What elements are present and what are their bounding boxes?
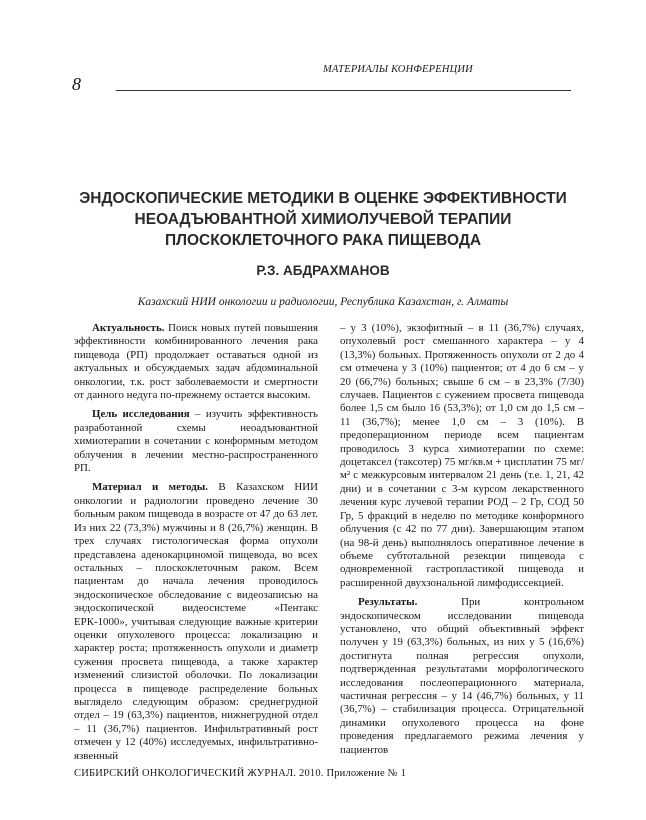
author-affiliation: Казахский НИИ онкологии и радиологии, Республика Казахстан, г. Алматы <box>137 296 509 308</box>
header-rule <box>116 90 571 91</box>
relevance-heading: Актуальность. <box>92 322 165 334</box>
aim-text: – изучить эффективность разработанной схемы неоадъювантной химиотерапии в сочетании с конформным методом облучения в лечении местно-распространенного РП. <box>74 408 318 475</box>
methods-paragraph <box>74 481 318 763</box>
article-title: ЭНДОСКОПИЧЕСКИЕ МЕТОДИКИ В ОЦЕНКЕ ЭФФЕКТИВНОСТИ НЕОАДЪЮВАНТНОЙ ХИМИОЛУЧЕВОЙ ТЕРАПИИ ПЛОСКОКЛЕТОЧНОГО РАКА ПИЩЕВОДА <box>79 190 567 250</box>
journal-footer: СИБИРСКИЙ ОНКОЛОГИЧЕСКИЙ ЖУРНАЛ. 2010. Приложение № 1 <box>74 768 407 779</box>
page-number: 8 <box>72 74 81 94</box>
relevance-paragraph <box>74 322 318 402</box>
running-head: МАТЕРИАЛЫ КОНФЕРЕНЦИИ <box>323 64 473 75</box>
article-author: Р.З. АБДРАХМАНОВ <box>256 263 390 278</box>
results-heading: Результаты. <box>358 596 418 609</box>
methods-heading: Материал и методы. <box>92 481 209 494</box>
left-column <box>74 322 318 763</box>
right-column <box>340 322 584 757</box>
methods-text: В Казахском НИИ онкологии и радиологии проведено лечение 30 больным раком пищевода в возрасте от 47 до 63 лет. Из них 22 (73,3%) мужчины и 8 (26,7%) женщин. В трех случаях гистологическая форма опухоли представлена аденокарциномой пищевода, во всех остальных – плоскоклеточным раком. Всем пациентам до начала лечения проводилось эндоскопическое обследование с видеозаписью на эндоскопической видеосистеме «Пентакс ЕРК-1000», учитывая следующие важные критерии оценки опухолевого процесса: локализацию и характер роста; протяженность опухоли и диаметр сужения просвета пищевода, а также характер изменений слизистой оболочки. По локализации процесса в пищеводе распределение больных выглядело следующим образом: среднегрудной отдел – 19 (63,3%) пациентов, нижнегрудной отдел – 11 (36,7%) пациентов. Инфильтративный рост отмечен у 12 (40%) исследуемых, инфильтративно-язвенный <box>74 481 318 762</box>
relevance-text: Поиск новых путей повышения эффективности комбинированного лечения рака пищевода (РП) продолжает оставаться одной из актуальных и обсуждаемых задач абдоминальной онкологии, т.к. рост заболеваемости и смертности от данного недуга по-прежнему остается высоким. <box>74 322 318 402</box>
methods-continuation: – у 3 (10%), экзофитный – в 11 (36,7%) случаях, опухолевый рост смешанного характера – у 4 (13,3%) больных. Протяженность опухоли от 2 до 4 см отмечена у 3 (10%) пациентов; от 4 до 6 см – у 20 (66,7%) больных; свыше 6 см – в 23,3% (7/30) случаев. Пациентов с сужением просвета пищевода более 1,5 см было 16 (53,3%); от 1,0 см до 1,5 см – 11 (36,7%); менее 1,0 см – 3 (10%). В предоперационном периоде всем пациентам проводилось 3 курса химиотерапии по схеме: доцетаксел (таксотер) 75 мг/кв.м + цисплатин 75 мг/м² с межкурсовым интервалом 21 день (т.е. 1, 21, 42 дни) и в сочетании с 3-м курсом лекарственного лечения курс лучевой терапии РОД – 2 Гр, СОД 50 Гр, 5 фракций в неделю по методике конформного облучения (с 42 по 77 дни). Завершающим этапом (на 98-й день) выполнялось оперативное лечение в объеме субтотальной резекции пищевода с одновременной гастропластикой пищевода и расширенной двухзональной лимфодиссекцией. <box>340 322 584 589</box>
results-paragraph <box>340 596 584 757</box>
aim-paragraph <box>74 408 318 475</box>
results-text: При контрольном эндоскопическом исследовании пищевода установлено, что общий объективный эффект получен у 19 (63,3%) больных, из них у 5 (16,6%) достигнута полная регрессия опухоли, подтвержденная результатами морфологического исследования послеоперационного материала, частичная регрессия – у 14 (46,7%) больных, у 11 (36,7%) – стабилизация процесса. Отрицательной динамики опухолевого процесса на фоне проведения предлагаемого режима лечения у пациентов <box>340 596 584 756</box>
aim-heading: Цель исследования <box>92 408 190 421</box>
